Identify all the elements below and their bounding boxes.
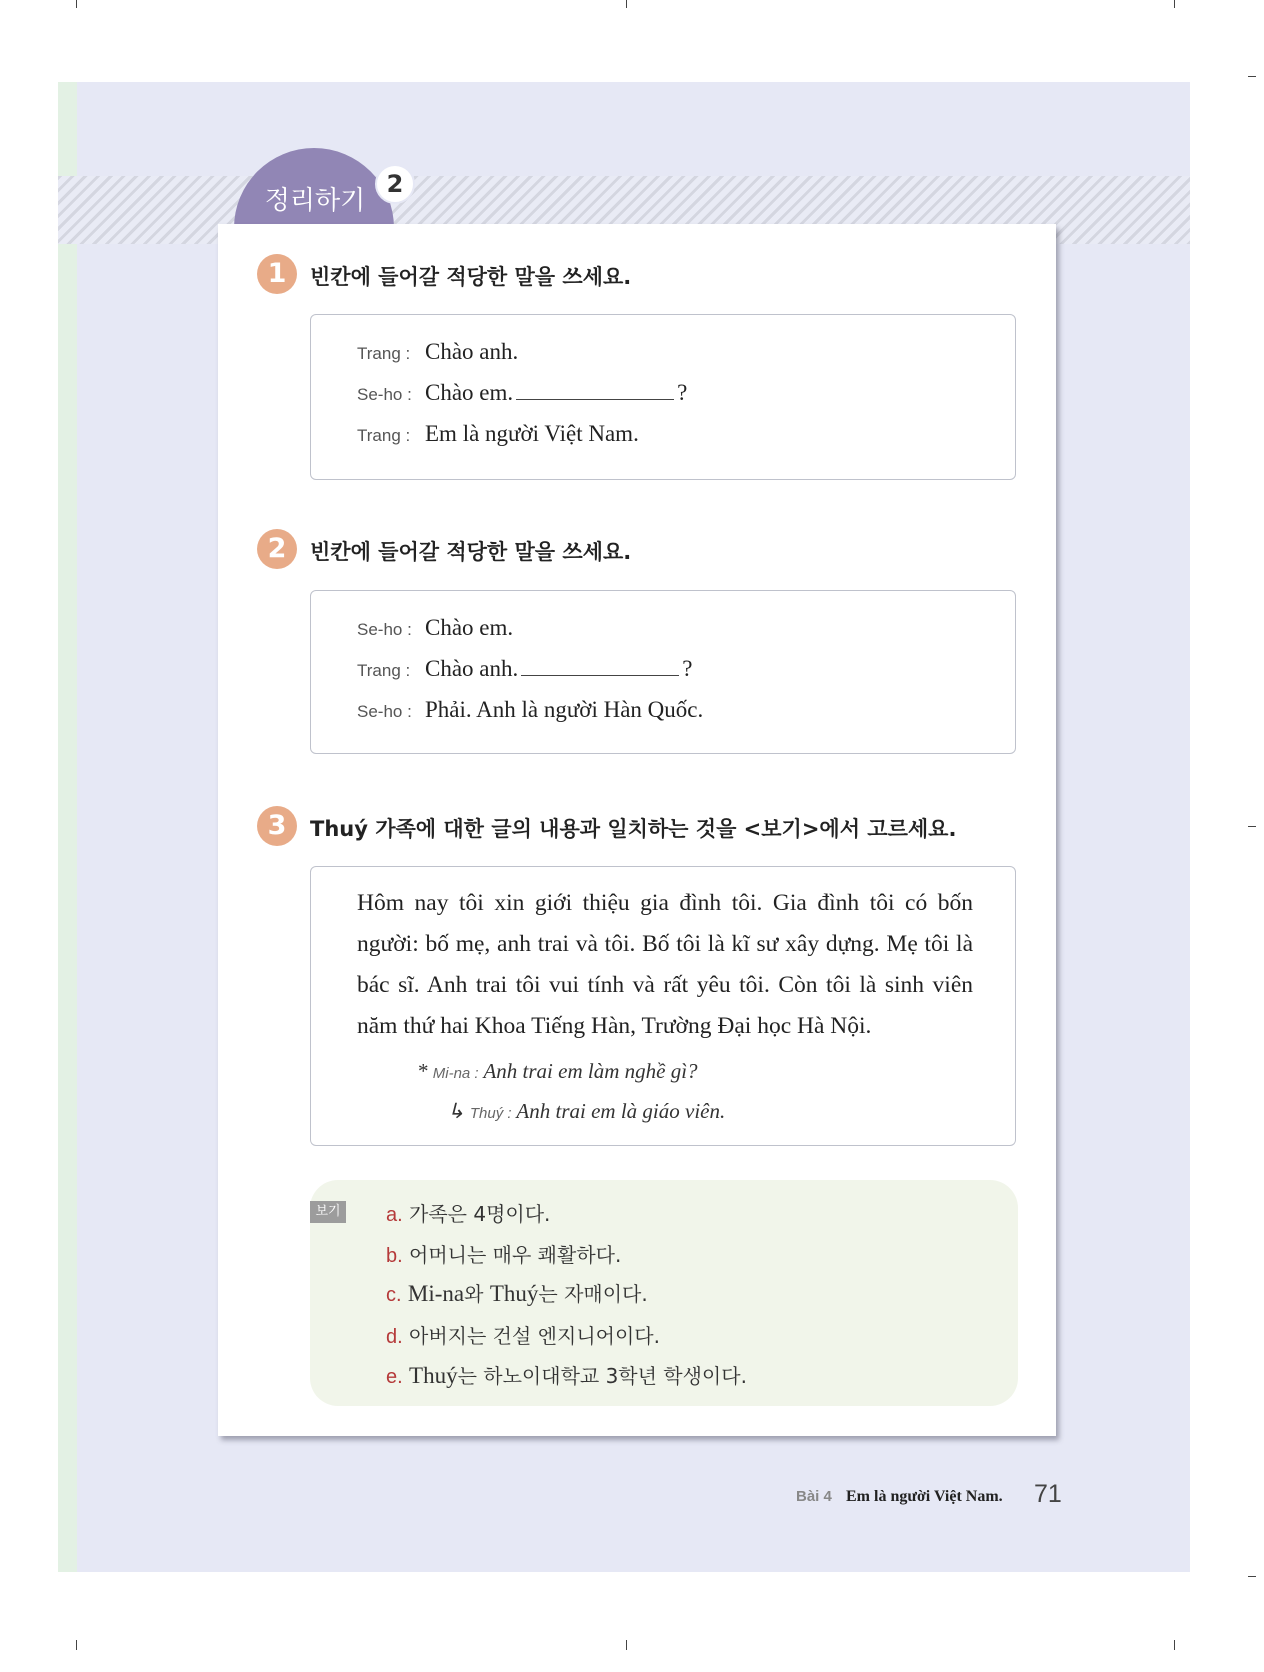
option-a[interactable] — [386, 1198, 550, 1227]
question-number-3: 3 — [257, 806, 297, 846]
speaker-label: Se-ho : — [357, 702, 412, 721]
crop-mark — [76, 0, 77, 8]
crop-mark — [1248, 76, 1256, 77]
answer-blank[interactable] — [516, 381, 674, 400]
footer-lesson-label: Bài 4 — [796, 1488, 832, 1505]
option-text: 아버지는 건설 엔지니어이다. — [409, 1324, 660, 1348]
option-c[interactable] — [386, 1278, 648, 1307]
crop-mark — [1174, 0, 1175, 8]
speaker-label: Trang : — [357, 661, 411, 680]
answer-blank[interactable] — [521, 657, 679, 676]
dialogue-line — [357, 615, 513, 641]
question-mark: ? — [677, 380, 688, 405]
dialogue-line — [357, 656, 692, 682]
utterance: Em là người Việt Nam. — [425, 421, 639, 446]
note-speaker: Mi-na : — [432, 1065, 479, 1082]
option-letter: a. — [386, 1204, 403, 1226]
option-name: Thuý — [409, 1363, 458, 1388]
note-text: Anh trai em làm nghề gì? — [483, 1059, 698, 1083]
question-mark: ? — [682, 656, 693, 681]
reading-passage-box — [310, 866, 1016, 1146]
note-speaker: Thuý : — [469, 1105, 512, 1122]
utterance: Chào em. — [425, 380, 514, 405]
option-text: 가족은 4명이다. — [409, 1202, 551, 1226]
question-1-instruction: 빈칸에 들어갈 적당한 말을 쓰세요. — [310, 265, 632, 289]
option-text: 와 — [464, 1282, 490, 1306]
note-text: Anh trai em là giáo viên. — [516, 1099, 726, 1123]
option-e[interactable] — [386, 1360, 747, 1389]
examples-tag: 보기 — [310, 1201, 346, 1223]
utterance: Chào em. — [425, 615, 514, 640]
option-text: 는 하노이대학교 3학년 학생이다. — [457, 1364, 747, 1388]
dialogue-line — [357, 421, 639, 447]
question-number-1: 1 — [257, 254, 297, 294]
option-text: 는 자매이다. — [538, 1282, 648, 1306]
option-letter: e. — [386, 1366, 403, 1388]
speaker-label: Se-ho : — [357, 620, 412, 639]
crop-mark — [626, 0, 627, 8]
option-letter: c. — [386, 1284, 402, 1306]
speaker-label: Se-ho : — [357, 385, 412, 404]
dialogue-box-1 — [310, 314, 1016, 480]
footer-lesson-title: Em là người Việt Nam. — [846, 1488, 1003, 1505]
left-margin-strip — [58, 82, 77, 1572]
dialogue-line — [357, 339, 518, 365]
section-number-badge: 2 — [375, 164, 415, 204]
footnote-answer — [447, 1099, 725, 1124]
reading-passage: Hôm nay tôi xin giới thiệu gia đình tôi. Gia đình tôi có bốn người: bố mẹ, anh trai và tôi. Bố tôi là kĩ sư xây dựng. Mẹ tôi là bác sĩ. Anh trai tôi vui tính và rất yêu tôi. Còn tôi là sinh viên năm thứ hai Khoa Tiếng Hàn, Trường Đại học Hà Nội. — [357, 890, 973, 1039]
utterance: Chào anh. — [425, 656, 519, 681]
section-title: 정리하기 — [264, 186, 366, 216]
option-d[interactable] — [386, 1320, 660, 1349]
option-letter: d. — [386, 1326, 403, 1348]
question-2-instruction: 빈칸에 들어갈 적당한 말을 쓰세요. — [310, 540, 632, 564]
question-3-instruction: Thuý 가족에 대한 글의 내용과 일치하는 것을 <보기>에서 고르세요. — [310, 817, 957, 841]
speaker-label: Trang : — [357, 344, 411, 363]
asterisk-marker: * — [417, 1059, 428, 1083]
crop-mark — [76, 1640, 77, 1650]
option-name: Mi-na — [407, 1281, 465, 1306]
question-number-2: 2 — [257, 529, 297, 569]
utterance: Chào anh. — [425, 339, 519, 364]
crop-mark — [1174, 1640, 1175, 1650]
utterance: Phải. Anh là người Hàn Quốc. — [425, 697, 704, 722]
option-b[interactable] — [386, 1239, 621, 1268]
footnote-question — [417, 1059, 698, 1084]
crop-mark — [1248, 1576, 1256, 1577]
crop-mark — [1248, 826, 1256, 827]
dialogue-line — [357, 380, 687, 406]
reply-arrow-icon: ↳ — [447, 1099, 465, 1123]
option-letter: b. — [386, 1245, 403, 1267]
option-text: 어머니는 매우 쾌활하다. — [409, 1243, 622, 1267]
speaker-label: Trang : — [357, 426, 411, 445]
page-number: 71 — [1034, 1480, 1062, 1508]
crop-mark — [626, 1640, 627, 1650]
option-name: Thuý — [489, 1281, 539, 1306]
dialogue-line — [357, 697, 703, 723]
dialogue-box-2 — [310, 590, 1016, 754]
